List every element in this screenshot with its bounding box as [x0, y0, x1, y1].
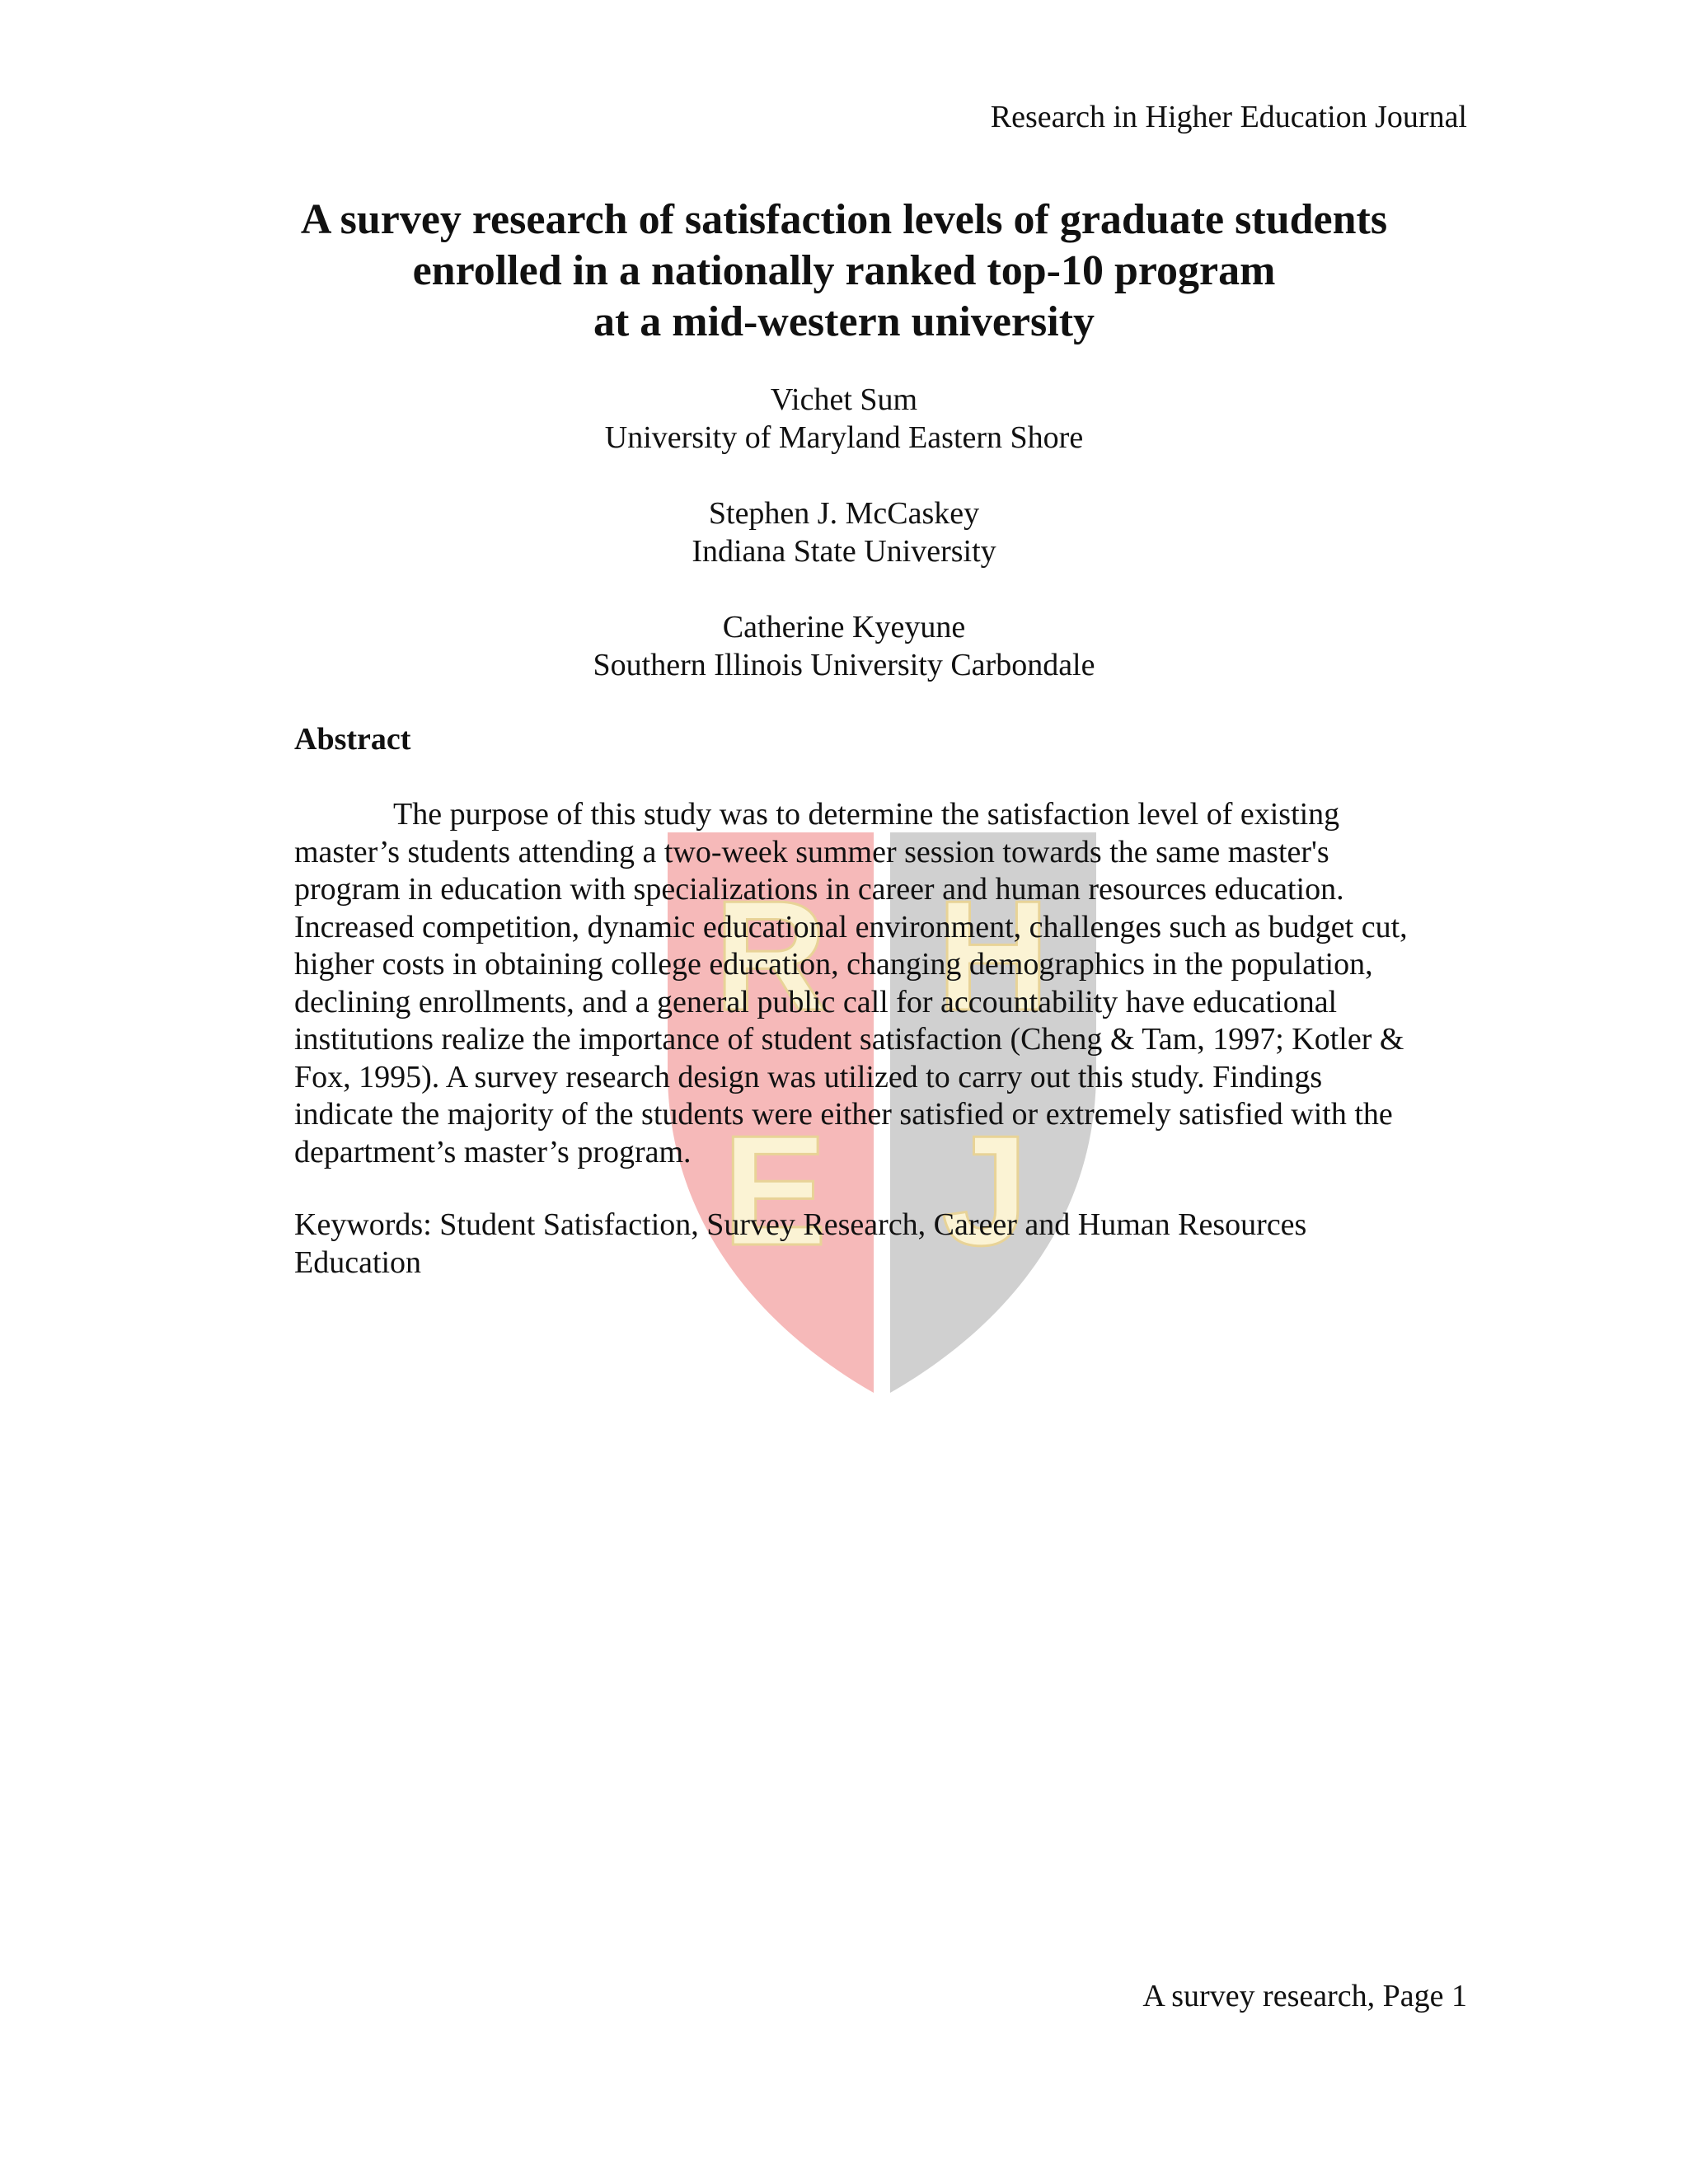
abstract-line: Increased competition, dynamic educational environment, challenges such as budget cut, [294, 909, 1408, 944]
abstract-heading: Abstract [294, 722, 411, 757]
paper-title [280, 194, 1408, 348]
author-name: Stephen J. McCaskey [708, 496, 980, 531]
abstract-line: The purpose of this study was to determine the satisfaction level of existing [393, 797, 1340, 832]
author-block [280, 608, 1408, 684]
author-list [280, 381, 1408, 722]
logo-letter-e: E [722, 1104, 828, 1278]
abstract-line: institutions realize the importance of student satisfaction (Cheng & Tam, 1997; Kotler & [294, 1022, 1404, 1057]
abstract-line: declining enrollments, and a general public call for accountability have educational [294, 984, 1338, 1019]
abstract-line: program in education with specializations in career and human resources education. [294, 872, 1344, 907]
keywords-line: Keywords: Student Satisfaction, Survey Research, Career and Human Resources [294, 1207, 1307, 1242]
abstract-line: higher costs in obtaining college education, changing demographics in the population, [294, 947, 1373, 982]
author-affiliation: University of Maryland Eastern Shore [604, 420, 1084, 455]
author-name: Vichet Sum [770, 382, 918, 417]
author-block [280, 494, 1408, 570]
author-block [280, 381, 1408, 457]
page-footer: A survey research, Page 1 [1142, 1979, 1467, 2013]
title-line: at a mid-western university [593, 298, 1095, 345]
abstract-line: Fox, 1995). A survey research design was utilized to carry out this study. Findings [294, 1059, 1323, 1094]
keywords-line: Education [294, 1244, 422, 1280]
logo-letter-h: H [936, 869, 1050, 1043]
author-name: Catherine Kyeyune [722, 610, 966, 644]
abstract-line: master’s students attending a two-week summer session towards the same master's [294, 834, 1329, 869]
author-affiliation: Indiana State University [692, 534, 996, 569]
logo-letter-r: R [714, 869, 828, 1043]
logo-letter-j: J [941, 1104, 1029, 1278]
abstract-line: department’s master’s program. [294, 1134, 692, 1169]
abstract-line: indicate the majority of the students were either satisfied or extremely satisfied with the [294, 1097, 1393, 1132]
running-header: Research in Higher Education Journal [990, 100, 1467, 134]
title-line: A survey research of satisfaction levels of graduate students [300, 196, 1388, 243]
keywords-paragraph [294, 1207, 1473, 1282]
abstract-paragraph [294, 796, 1473, 1171]
title-line: enrolled in a nationally ranked top-10 program [412, 247, 1276, 294]
author-affiliation: Southern Illinois University Carbondale [593, 648, 1095, 682]
